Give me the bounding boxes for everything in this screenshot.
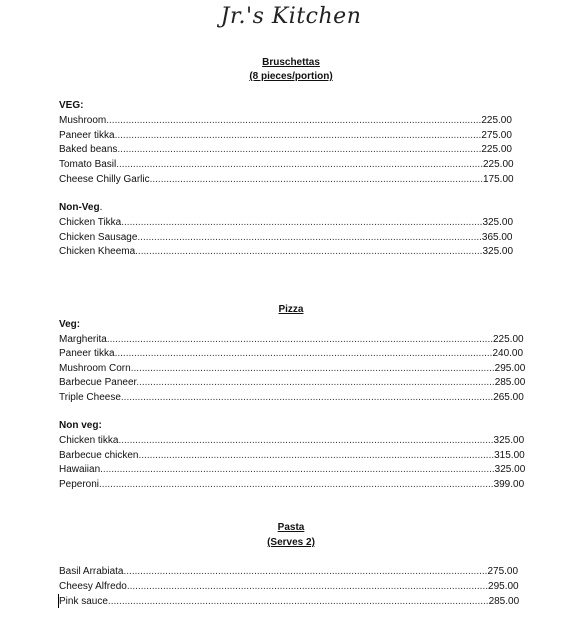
- group-label-text: Non-Veg: [59, 202, 100, 213]
- group-label-non-veg: [59, 201, 102, 215]
- item-name: Chicken Sausage: [59, 232, 138, 243]
- group-label-veg: VEG:: [59, 100, 84, 111]
- item-price: 365.00: [481, 232, 513, 243]
- menu-item: Cheesy Alfredo..................................................................................................................................295.00: [59, 581, 519, 592]
- menu-item: Mushroom.......................................................................................................................................225.00: [59, 115, 512, 126]
- item-price: 325.00: [482, 246, 514, 257]
- item-name: Cheese Chilly Garlic: [59, 174, 150, 185]
- item-name: Mushroom Corn: [59, 363, 131, 374]
- menu-item: Peperoni..............................................................................................................................................399.00: [59, 479, 525, 490]
- menu-item: Basil Arrabiata...................................................................................................................................275.00: [59, 566, 519, 577]
- item-name: Pink sauce: [59, 596, 108, 607]
- menu-item: Chicken Tikka..................................................................................................................................325.00: [59, 217, 514, 228]
- menu-item: Paneer tikka........................................................................................................................................240.00: [59, 348, 524, 359]
- item-name: Chicken tikka: [59, 435, 119, 446]
- item-name: Baked beans: [59, 144, 118, 155]
- section-heading-bruschettas: Bruschettas: [262, 57, 320, 68]
- menu-item: Cheese Chilly Garlic........................................................................................................................175.00: [59, 174, 514, 185]
- menu-item: Paneer tikka....................................................................................................................................275.00: [59, 130, 512, 141]
- item-name: Paneer tikka: [59, 348, 115, 359]
- menu-item: Mushroom Corn...................................................................................................................................295.00: [59, 363, 525, 374]
- menu-item: Baked beans...................................................................................................................................225.00: [59, 144, 512, 155]
- section-heading-pasta: Pasta: [277, 522, 305, 533]
- menu-item: Hawaiian..............................................................................................................................................325.00: [59, 464, 525, 475]
- item-name: Barbecue Paneer: [59, 377, 137, 388]
- item-name: Basil Arrabiata: [59, 566, 124, 577]
- item-price: 225.00: [483, 159, 514, 170]
- menu-item: Chicken Kheema.............................................................................................................................325.00: [59, 246, 514, 257]
- item-name: Peperoni: [59, 479, 100, 490]
- item-name: Chicken Kheema: [59, 246, 136, 257]
- text-cursor: [58, 594, 59, 608]
- item-price: 295.00: [494, 363, 525, 374]
- item-price: 295.00: [488, 581, 519, 592]
- item-price: 325.00: [482, 217, 514, 228]
- menu-item: Chicken Sausage............................................................................................................................365.00: [59, 232, 513, 243]
- restaurant-title: Jr.'s Kitchen: [220, 4, 362, 29]
- section-subheading-pasta: (Serves 2): [267, 537, 315, 548]
- item-price: 225.00: [493, 334, 524, 345]
- menu-item: Triple Cheese......................................................................................................................................265.00: [59, 392, 524, 403]
- item-price: 175.00: [483, 174, 514, 185]
- menu-item: Chicken tikka.......................................................................................................................................325.00: [59, 435, 525, 446]
- menu-item: Tomato Basil....................................................................................................................................225.00: [59, 159, 514, 170]
- item-price: 285.00: [488, 596, 520, 607]
- item-name: Barbecue chicken: [59, 450, 139, 461]
- item-price: 275.00: [487, 566, 519, 577]
- menu-item: Barbecue chicken................................................................................................................................315.00: [59, 450, 525, 461]
- item-name: Margherita: [59, 334, 107, 345]
- item-price: 285.00: [494, 377, 525, 388]
- item-price: 325.00: [493, 435, 525, 446]
- group-label-non-veg: Non veg:: [59, 420, 102, 431]
- section-subheading-bruschettas: (8 pieces/portion): [249, 71, 333, 82]
- item-price: 399.00: [493, 479, 525, 490]
- item-name: Hawaiian: [59, 464, 101, 475]
- item-price: 240.00: [492, 348, 524, 359]
- item-price: 325.00: [494, 464, 525, 475]
- menu-item: Barbecue Paneer.................................................................................................................................285.00: [59, 377, 525, 388]
- group-label-suffix: .: [99, 202, 103, 213]
- item-name: Triple Cheese: [59, 392, 121, 403]
- group-label-veg: Veg:: [59, 319, 81, 330]
- item-name: Tomato Basil: [59, 159, 117, 170]
- section-heading-pizza: Pizza: [278, 304, 304, 315]
- item-price: 225.00: [481, 115, 512, 126]
- item-price: 315.00: [494, 450, 525, 461]
- menu-item: Pink sauce.........................................................................................................................................285.00: [59, 596, 520, 607]
- menu-item: Margherita...........................................................................................................................................225.00: [59, 334, 524, 345]
- item-name: Paneer tikka: [59, 130, 115, 141]
- item-name: Mushroom: [59, 115, 107, 126]
- item-price: 225.00: [481, 144, 512, 155]
- item-price: 275.00: [481, 130, 512, 141]
- item-name: Chicken Tikka: [59, 217, 122, 228]
- item-price: 265.00: [493, 392, 524, 403]
- item-name: Cheesy Alfredo: [59, 581, 127, 592]
